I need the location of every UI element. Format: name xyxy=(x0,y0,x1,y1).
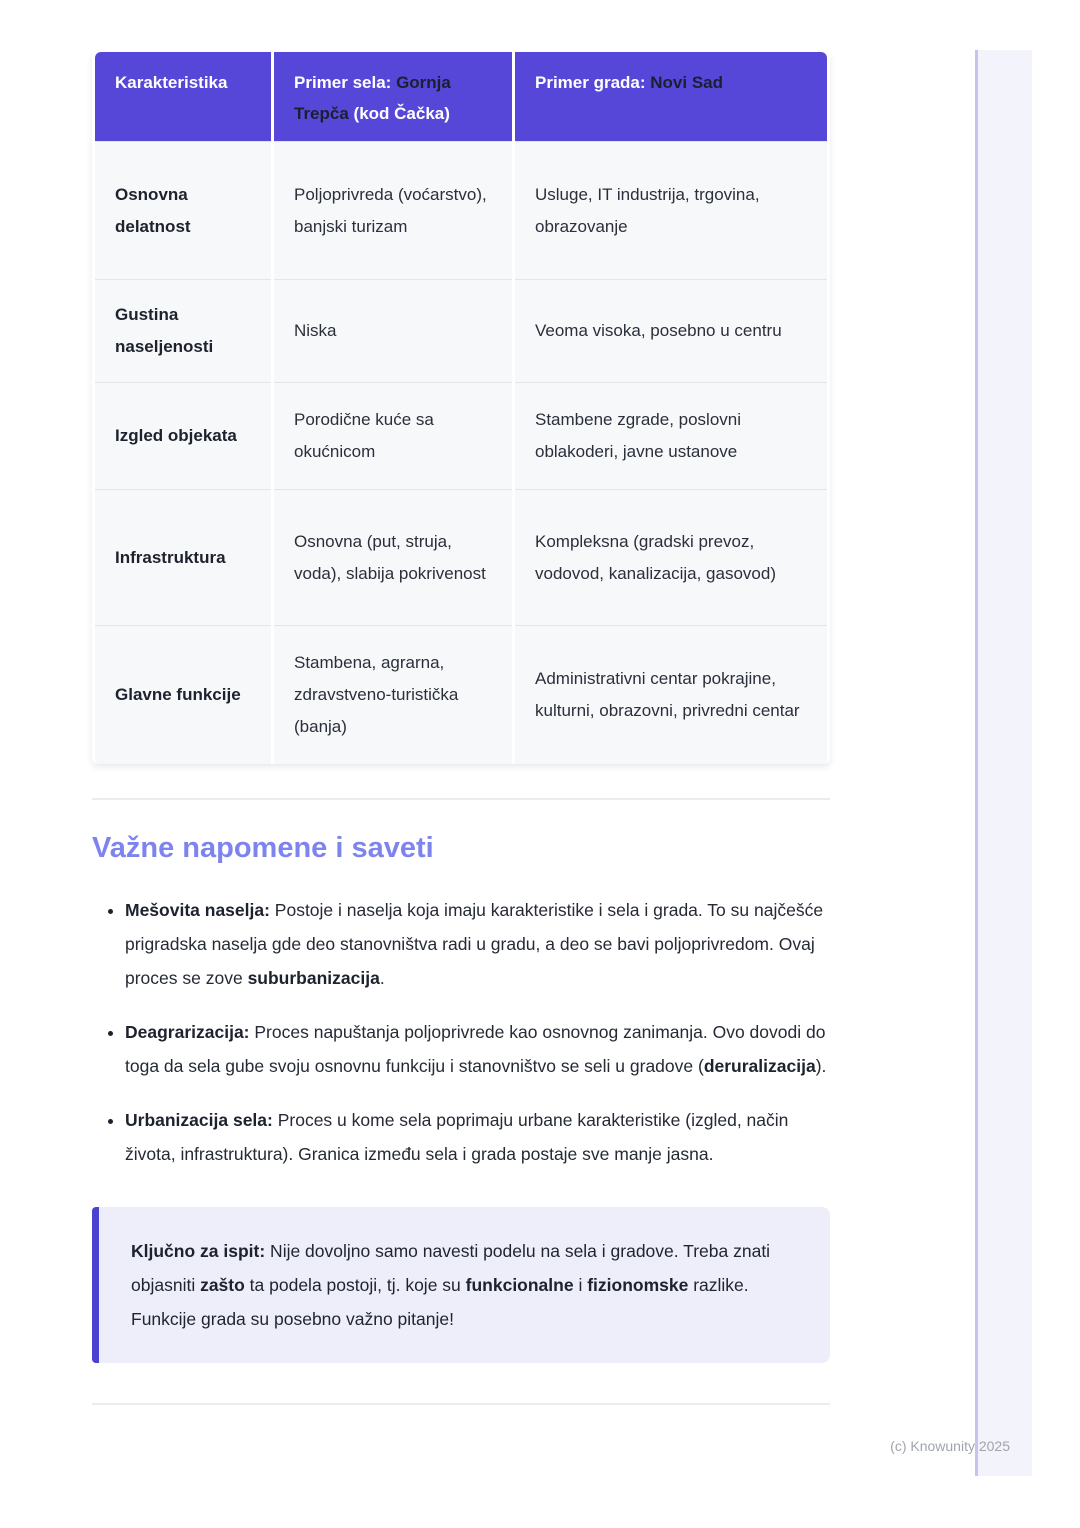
table-row xyxy=(95,382,827,489)
notes-list xyxy=(92,893,830,1171)
section-divider xyxy=(92,798,830,800)
notes-heading: Važne napomene i saveti xyxy=(92,832,434,864)
row-grad-cell: Administrativni centar pokrajine, kulturni, obrazovni, privredni centar xyxy=(515,625,827,764)
table-row xyxy=(95,489,827,625)
row-label: Osnovna delatnost xyxy=(95,141,271,279)
table-row xyxy=(95,625,827,764)
row-selo-cell: Niska xyxy=(274,279,512,382)
row-label: Infrastruktura xyxy=(95,489,271,625)
row-selo-cell: Stambena, agrarna, zdravstveno-turistička (banja) xyxy=(274,625,512,764)
header-cell-primer-grada: Primer grada: Novi Sad xyxy=(515,52,827,141)
row-grad-cell: Stambene zgrade, poslovni oblakoderi, javne ustanove xyxy=(515,382,827,489)
table-row xyxy=(95,141,827,279)
row-label: Izgled objekata xyxy=(95,382,271,489)
exam-tip-callout: Ključno za ispit: Nije dovoljno samo navesti podelu na sela i gradove. Treba znati objasniti zašto ta podela postoji, tj. koje su funkcionalne i fizionomske razlike. Funkcije grada su posebno važno pitanje! xyxy=(92,1207,830,1363)
page-edge-decoration xyxy=(975,50,1032,1476)
note-item-urbanizacija-sela: • Urbanizacija sela: Proces u kome sela poprimaju urbane karakteristike (izgled, način života, infrastruktura). Granica između sela i grada postaje sve manje jasna. xyxy=(125,1103,830,1171)
row-selo-cell: Porodične kuće sa okućnicom xyxy=(274,382,512,489)
note-item-mesovita-naselja: • Mešovita naselja: Postoje i naselja koja imaju karakteristike i sela i grada. To su najčešće prigradska naselja gde deo stanovništva radi u gradu, a deo se bavi poljoprivredom. Ovaj proces se zove suburbanizacija. xyxy=(125,893,830,995)
row-selo-cell: Osnovna (put, struja, voda), slabija pokrivenost xyxy=(274,489,512,625)
row-label: Gustina naseljenosti xyxy=(95,279,271,382)
table-header-row xyxy=(95,52,827,141)
document-page xyxy=(92,52,830,1405)
section-divider xyxy=(92,1403,830,1405)
row-grad-cell: Kompleksna (gradski prevoz, vodovod, kanalizacija, gasovod) xyxy=(515,489,827,625)
table-row xyxy=(95,279,827,382)
row-selo-cell: Poljoprivreda (voćarstvo), banjski turizam xyxy=(274,141,512,279)
comparison-table xyxy=(92,52,830,764)
row-grad-cell: Usluge, IT industrija, trgovina, obrazovanje xyxy=(515,141,827,279)
header-cell-primer-sela: Primer sela: Gornja Trepča (kod Čačka) xyxy=(274,52,512,141)
footer-credit: (c) Knowunity 2025 xyxy=(890,1438,1010,1454)
note-item-deagrarizacija: • Deagrarizacija: Proces napuštanja poljoprivrede kao osnovnog zanimanja. Ovo dovodi do toga da sela gube svoju osnovnu funkciju i stanovništvo se seli u gradove (deruralizacija). xyxy=(125,1015,830,1083)
header-cell-karakteristika: Karakteristika xyxy=(95,52,271,141)
row-grad-cell: Veoma visoka, posebno u centru xyxy=(515,279,827,382)
row-label: Glavne funkcije xyxy=(95,625,271,764)
